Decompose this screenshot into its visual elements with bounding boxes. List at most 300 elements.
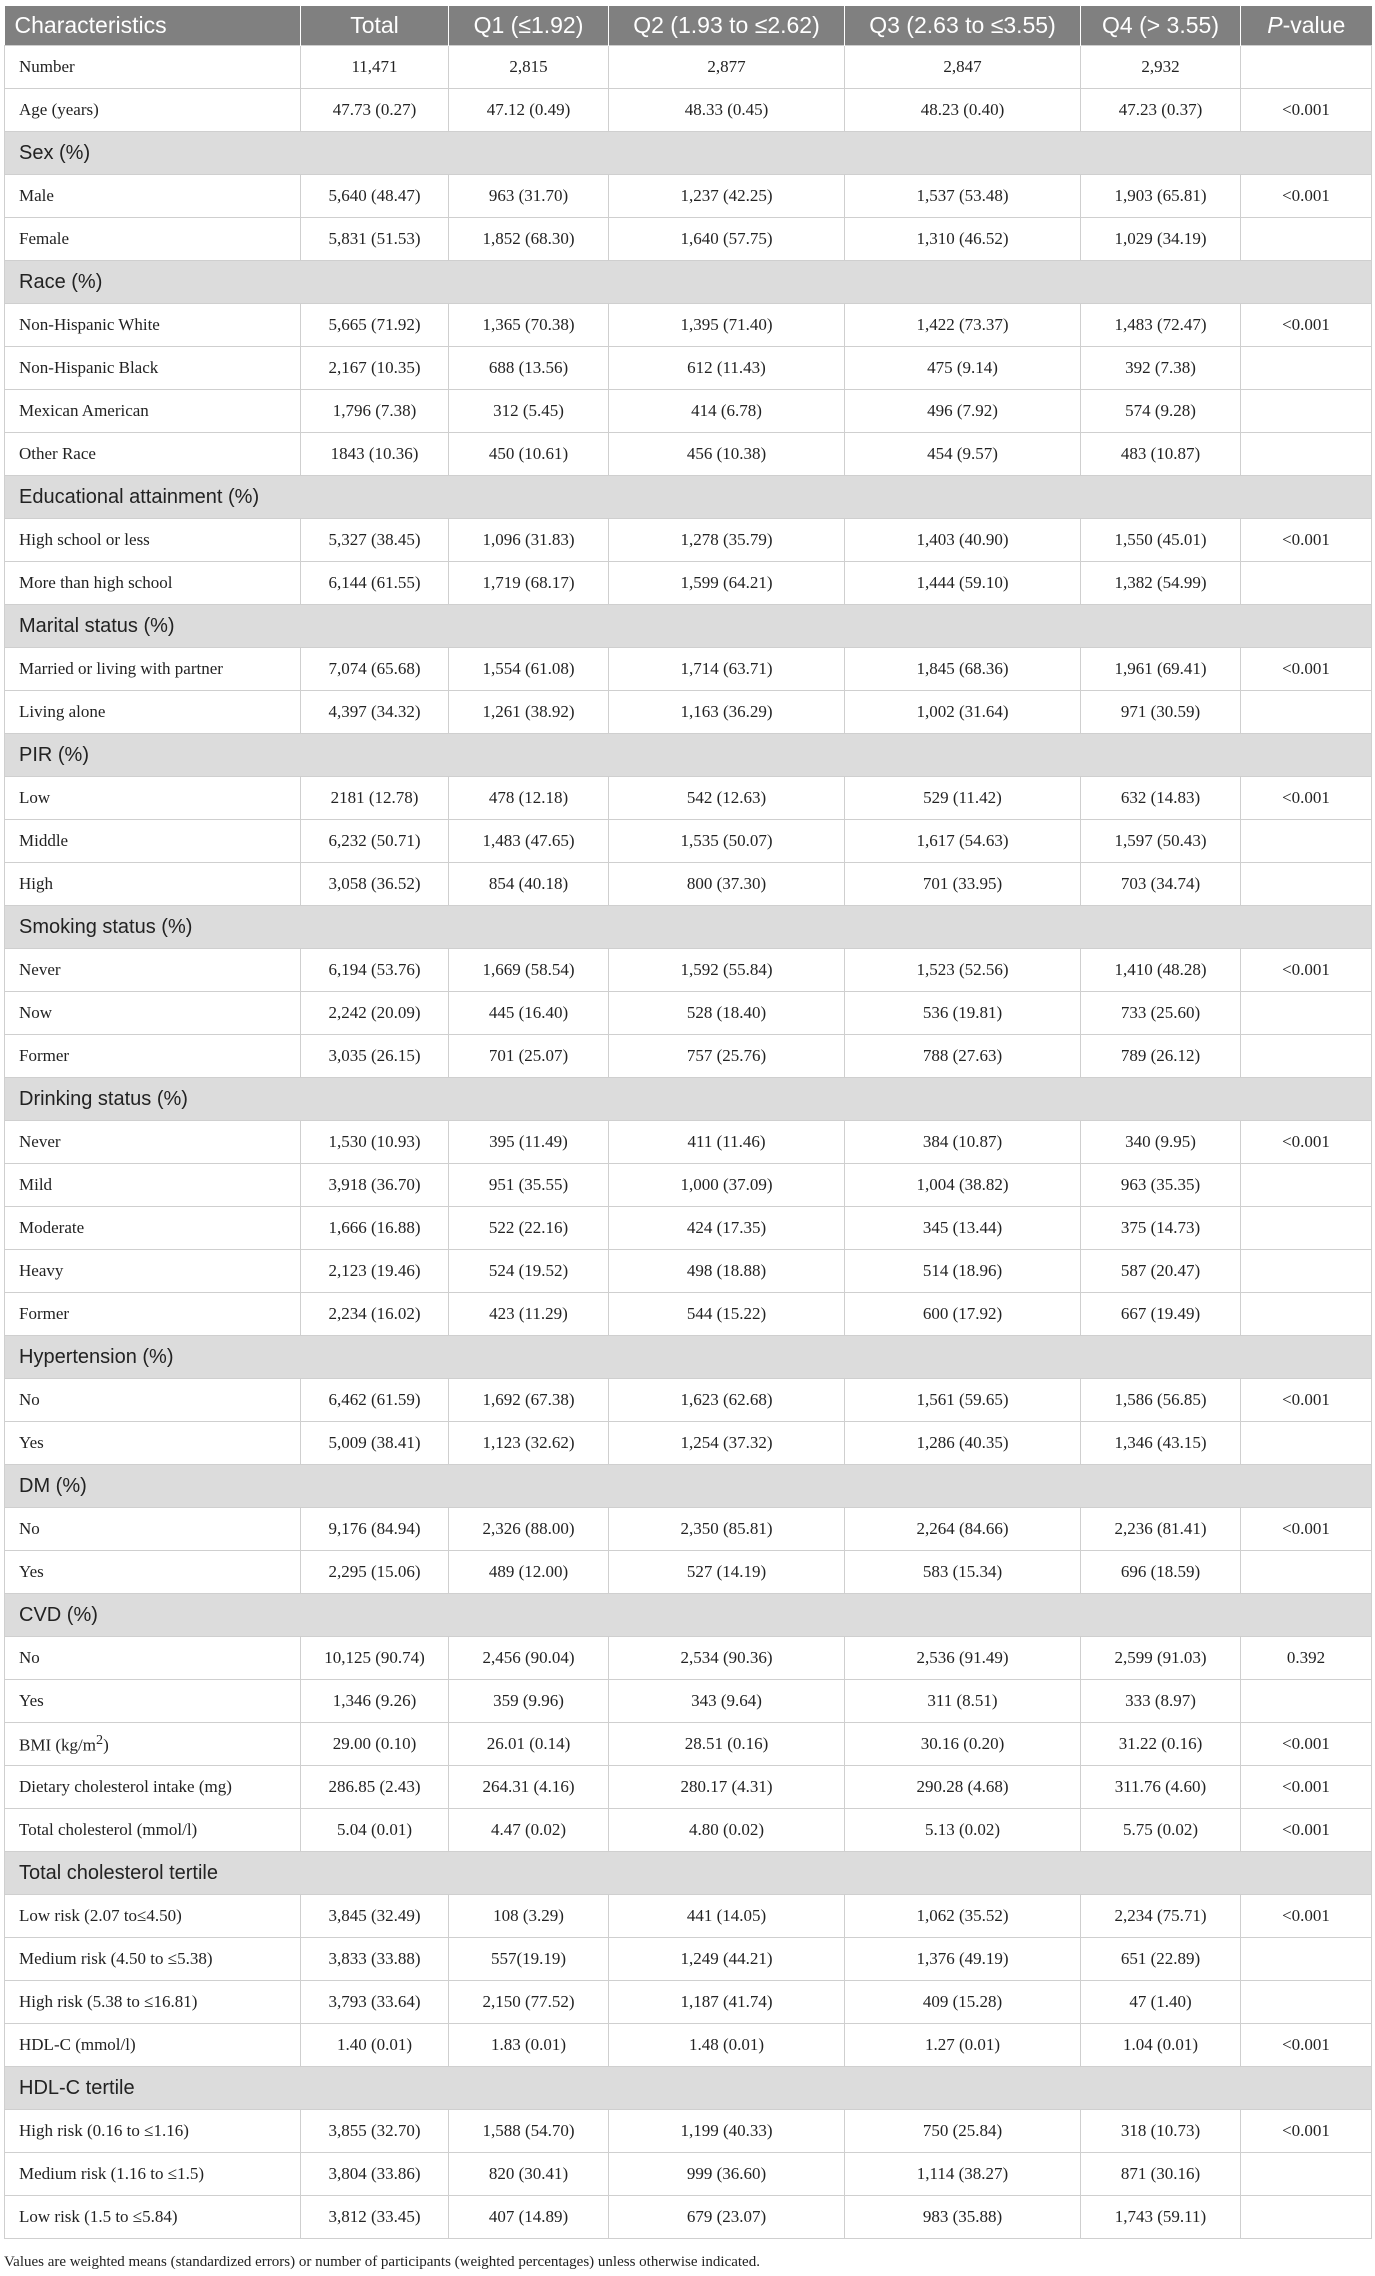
- row-label: Low: [5, 777, 301, 820]
- cell-q4: 375 (14.73): [1081, 1207, 1241, 1250]
- cell-p: [1241, 691, 1372, 734]
- cell-q3: 1,617 (54.63): [845, 820, 1081, 863]
- cell-total: 6,232 (50.71): [301, 820, 449, 863]
- cell-q4: 963 (35.35): [1081, 1164, 1241, 1207]
- table-row: [5, 777, 1372, 820]
- cell-q2: 4.80 (0.02): [609, 1809, 845, 1852]
- cell-p: <0.001: [1241, 2024, 1372, 2067]
- cell-q4: 2,599 (91.03): [1081, 1637, 1241, 1680]
- row-label: No: [5, 1637, 301, 1680]
- section-label: Drinking status (%): [5, 1078, 1372, 1121]
- cell-p: <0.001: [1241, 1723, 1372, 1766]
- cell-q1: 951 (35.55): [449, 1164, 609, 1207]
- cell-q3: 454 (9.57): [845, 433, 1081, 476]
- row-label: HDL-C (mmol/l): [5, 2024, 301, 2067]
- cell-p: <0.001: [1241, 1895, 1372, 1938]
- cell-q2: 544 (15.22): [609, 1293, 845, 1336]
- table-row: [5, 2153, 1372, 2196]
- cell-p: [1241, 218, 1372, 261]
- cell-q3: 1,062 (35.52): [845, 1895, 1081, 1938]
- table-row: [5, 1250, 1372, 1293]
- cell-p: <0.001: [1241, 89, 1372, 132]
- cell-total: 5,009 (38.41): [301, 1422, 449, 1465]
- cell-q4: 1,029 (34.19): [1081, 218, 1241, 261]
- row-label-superscript: 2: [95, 1732, 104, 1749]
- row-label-text: BMI (kg/m: [19, 1735, 96, 1755]
- cell-p: [1241, 992, 1372, 1035]
- cell-total: 3,812 (33.45): [301, 2196, 449, 2239]
- table-row: [5, 1809, 1372, 1852]
- cell-q2: 528 (18.40): [609, 992, 845, 1035]
- cell-q4: 789 (26.12): [1081, 1035, 1241, 1078]
- cell-total: 2,167 (10.35): [301, 347, 449, 390]
- cell-q2: 1,278 (35.79): [609, 519, 845, 562]
- cell-p: [1241, 1981, 1372, 2024]
- header-q4: Q4 (> 3.55): [1081, 6, 1241, 46]
- cell-p: 0.392: [1241, 1637, 1372, 1680]
- table-row: [5, 2024, 1372, 2067]
- section-header-row: [5, 1852, 1372, 1895]
- cell-p: <0.001: [1241, 1809, 1372, 1852]
- cell-total: 2,295 (15.06): [301, 1551, 449, 1594]
- cell-p: [1241, 2153, 1372, 2196]
- cell-q1: 963 (31.70): [449, 175, 609, 218]
- cell-p: <0.001: [1241, 1379, 1372, 1422]
- cell-q4: 483 (10.87): [1081, 433, 1241, 476]
- cell-q3: 1,422 (73.37): [845, 304, 1081, 347]
- row-label: More than high school: [5, 562, 301, 605]
- cell-q4: 318 (10.73): [1081, 2110, 1241, 2153]
- cell-q4: 971 (30.59): [1081, 691, 1241, 734]
- cell-p: <0.001: [1241, 777, 1372, 820]
- cell-q1: 395 (11.49): [449, 1121, 609, 1164]
- cell-q4: 632 (14.83): [1081, 777, 1241, 820]
- table-row: [5, 1895, 1372, 1938]
- row-label: Living alone: [5, 691, 301, 734]
- cell-q3: 1,004 (38.82): [845, 1164, 1081, 1207]
- cell-q2: 999 (36.60): [609, 2153, 845, 2196]
- cell-q3: 496 (7.92): [845, 390, 1081, 433]
- cell-p: [1241, 1551, 1372, 1594]
- section-header-row: [5, 1465, 1372, 1508]
- cell-p: <0.001: [1241, 519, 1372, 562]
- cell-q2: 441 (14.05): [609, 1895, 845, 1938]
- cell-q2: 2,350 (85.81): [609, 1508, 845, 1551]
- cell-q2: 612 (11.43): [609, 347, 845, 390]
- cell-q4: 311.76 (4.60): [1081, 1766, 1241, 1809]
- cell-q1: 1,483 (47.65): [449, 820, 609, 863]
- section-label: CVD (%): [5, 1594, 1372, 1637]
- table-row: [5, 304, 1372, 347]
- section-label: PIR (%): [5, 734, 1372, 777]
- section-label: Smoking status (%): [5, 906, 1372, 949]
- cell-total: 3,845 (32.49): [301, 1895, 449, 1938]
- cell-q1: 4.47 (0.02): [449, 1809, 609, 1852]
- cell-q2: 800 (37.30): [609, 863, 845, 906]
- cell-total: 2181 (12.78): [301, 777, 449, 820]
- cell-q1: 1,123 (32.62): [449, 1422, 609, 1465]
- cell-q4: 871 (30.16): [1081, 2153, 1241, 2196]
- cell-q1: 312 (5.45): [449, 390, 609, 433]
- row-label: High risk (5.38 to ≤16.81): [5, 1981, 301, 2024]
- cell-q1: 108 (3.29): [449, 1895, 609, 1938]
- cell-q4: 1.04 (0.01): [1081, 2024, 1241, 2067]
- cell-q3: 1,403 (40.90): [845, 519, 1081, 562]
- cell-p: [1241, 562, 1372, 605]
- table-footnote: Values are weighted means (standardized errors) or number of participants (weighted percentages) unless otherwise indicated.: [4, 2254, 760, 2270]
- cell-q1: 1,096 (31.83): [449, 519, 609, 562]
- cell-p: <0.001: [1241, 1508, 1372, 1551]
- table-row: [5, 2196, 1372, 2239]
- cell-total: 1,346 (9.26): [301, 1680, 449, 1723]
- cell-q3: 750 (25.84): [845, 2110, 1081, 2153]
- row-label: Non-Hispanic White: [5, 304, 301, 347]
- cell-q2: 1,395 (71.40): [609, 304, 845, 347]
- table-row: [5, 1938, 1372, 1981]
- cell-p: [1241, 390, 1372, 433]
- row-label: Female: [5, 218, 301, 261]
- cell-q3: 1,002 (31.64): [845, 691, 1081, 734]
- cell-q1: 1,261 (38.92): [449, 691, 609, 734]
- cell-q3: 384 (10.87): [845, 1121, 1081, 1164]
- cell-q1: 1,365 (70.38): [449, 304, 609, 347]
- cell-q2: 1,623 (62.68): [609, 1379, 845, 1422]
- cell-q3: 5.13 (0.02): [845, 1809, 1081, 1852]
- cell-q2: 414 (6.78): [609, 390, 845, 433]
- table-row: [5, 175, 1372, 218]
- cell-q2: 1,592 (55.84): [609, 949, 845, 992]
- cell-p: <0.001: [1241, 175, 1372, 218]
- cell-q1: 522 (22.16): [449, 1207, 609, 1250]
- section-header-row: [5, 2067, 1372, 2110]
- cell-q3: 701 (33.95): [845, 863, 1081, 906]
- cell-q2: 1,254 (37.32): [609, 1422, 845, 1465]
- row-label: Dietary cholesterol intake (mg): [5, 1766, 301, 1809]
- row-label: High: [5, 863, 301, 906]
- header-p-italic: P: [1267, 12, 1283, 38]
- cell-q4: 703 (34.74): [1081, 863, 1241, 906]
- cell-total: 10,125 (90.74): [301, 1637, 449, 1680]
- cell-total: 5,831 (51.53): [301, 218, 449, 261]
- cell-q1: 478 (12.18): [449, 777, 609, 820]
- cell-p: [1241, 1938, 1372, 1981]
- row-label: Yes: [5, 1551, 301, 1594]
- cell-q2: 1,640 (57.75): [609, 218, 845, 261]
- section-header-row: [5, 734, 1372, 777]
- cell-q3: 475 (9.14): [845, 347, 1081, 390]
- section-header-row: [5, 132, 1372, 175]
- section-label: HDL-C tertile: [5, 2067, 1372, 2110]
- cell-q2: 343 (9.64): [609, 1680, 845, 1723]
- cell-q4: 1,382 (54.99): [1081, 562, 1241, 605]
- table-row: [5, 562, 1372, 605]
- cell-q3: 311 (8.51): [845, 1680, 1081, 1723]
- cell-p: [1241, 46, 1372, 89]
- cell-q2: 280.17 (4.31): [609, 1766, 845, 1809]
- cell-q3: 1,310 (46.52): [845, 218, 1081, 261]
- row-label-suffix: ): [103, 1735, 109, 1755]
- cell-q2: 411 (11.46): [609, 1121, 845, 1164]
- row-label: Moderate: [5, 1207, 301, 1250]
- cell-q3: 983 (35.88): [845, 2196, 1081, 2239]
- row-label: Non-Hispanic Black: [5, 347, 301, 390]
- section-label: Educational attainment (%): [5, 476, 1372, 519]
- header-q3: Q3 (2.63 to ≤3.55): [845, 6, 1081, 46]
- cell-q1: 854 (40.18): [449, 863, 609, 906]
- cell-total: 2,234 (16.02): [301, 1293, 449, 1336]
- header-row: [5, 6, 1372, 46]
- table-row: [5, 218, 1372, 261]
- cell-p: [1241, 433, 1372, 476]
- table-row: [5, 1293, 1372, 1336]
- cell-q1: 407 (14.89): [449, 2196, 609, 2239]
- section-header-row: [5, 1078, 1372, 1121]
- cell-total: 29.00 (0.10): [301, 1723, 449, 1766]
- cell-q2: 1,714 (63.71): [609, 648, 845, 691]
- cell-q4: 1,410 (48.28): [1081, 949, 1241, 992]
- cell-q3: 529 (11.42): [845, 777, 1081, 820]
- cell-p: [1241, 1293, 1372, 1336]
- cell-q3: 536 (19.81): [845, 992, 1081, 1035]
- table-row: [5, 820, 1372, 863]
- cell-q4: 1,586 (56.85): [1081, 1379, 1241, 1422]
- section-label: DM (%): [5, 1465, 1372, 1508]
- table-row: [5, 390, 1372, 433]
- cell-q4: 667 (19.49): [1081, 1293, 1241, 1336]
- cell-total: 4,397 (34.32): [301, 691, 449, 734]
- cell-q1: 688 (13.56): [449, 347, 609, 390]
- header-p-suffix: -value: [1282, 12, 1346, 38]
- table-row: [5, 2110, 1372, 2153]
- section-header-row: [5, 605, 1372, 648]
- cell-q2: 1,599 (64.21): [609, 562, 845, 605]
- table-row: [5, 1680, 1372, 1723]
- cell-q3: 788 (27.63): [845, 1035, 1081, 1078]
- table-row: [5, 1035, 1372, 1078]
- cell-p: [1241, 1250, 1372, 1293]
- cell-q3: 345 (13.44): [845, 1207, 1081, 1250]
- cell-q4: 1,903 (65.81): [1081, 175, 1241, 218]
- table-row: [5, 691, 1372, 734]
- row-label: Yes: [5, 1422, 301, 1465]
- section-header-row: [5, 1594, 1372, 1637]
- cell-q3: 583 (15.34): [845, 1551, 1081, 1594]
- cell-p: [1241, 820, 1372, 863]
- table-row: [5, 1121, 1372, 1164]
- row-label: Mild: [5, 1164, 301, 1207]
- table-row: [5, 1422, 1372, 1465]
- cell-q2: 28.51 (0.16): [609, 1723, 845, 1766]
- row-label: Medium risk (1.16 to ≤1.5): [5, 2153, 301, 2196]
- row-label: High risk (0.16 to ≤1.16): [5, 2110, 301, 2153]
- cell-total: 3,793 (33.64): [301, 1981, 449, 2024]
- cell-q3: 30.16 (0.20): [845, 1723, 1081, 1766]
- cell-q2: 1,535 (50.07): [609, 820, 845, 863]
- cell-q1: 1.83 (0.01): [449, 2024, 609, 2067]
- row-label: Now: [5, 992, 301, 1035]
- table-row: [5, 1551, 1372, 1594]
- cell-q3: 1,845 (68.36): [845, 648, 1081, 691]
- table-row: [5, 347, 1372, 390]
- cell-total: 5.04 (0.01): [301, 1809, 449, 1852]
- table-row: [5, 1981, 1372, 2024]
- section-header-row: [5, 906, 1372, 949]
- cell-total: 7,074 (65.68): [301, 648, 449, 691]
- header-characteristics: Characteristics: [5, 6, 301, 46]
- cell-total: 1,796 (7.38): [301, 390, 449, 433]
- cell-p: [1241, 1422, 1372, 1465]
- cell-q4: 1,743 (59.11): [1081, 2196, 1241, 2239]
- cell-q4: 651 (22.89): [1081, 1938, 1241, 1981]
- table-header: [5, 6, 1372, 46]
- cell-q1: 47.12 (0.49): [449, 89, 609, 132]
- cell-total: 6,462 (61.59): [301, 1379, 449, 1422]
- table-row: [5, 1207, 1372, 1250]
- row-label: Low risk (2.07 to≤4.50): [5, 1895, 301, 1938]
- section-label: Hypertension (%): [5, 1336, 1372, 1379]
- section-header-row: [5, 261, 1372, 304]
- row-label: Number: [5, 46, 301, 89]
- header-q2: Q2 (1.93 to ≤2.62): [609, 6, 845, 46]
- cell-p: <0.001: [1241, 949, 1372, 992]
- cell-q3: 1,444 (59.10): [845, 562, 1081, 605]
- cell-q3: 1,114 (38.27): [845, 2153, 1081, 2196]
- cell-q2: 1.48 (0.01): [609, 2024, 845, 2067]
- cell-q4: 587 (20.47): [1081, 1250, 1241, 1293]
- cell-q1: 1,669 (58.54): [449, 949, 609, 992]
- cell-q2: 1,199 (40.33): [609, 2110, 845, 2153]
- cell-q2: 498 (18.88): [609, 1250, 845, 1293]
- cell-total: 1.40 (0.01): [301, 2024, 449, 2067]
- table-row: [5, 992, 1372, 1035]
- cell-q1: 450 (10.61): [449, 433, 609, 476]
- cell-q2: 456 (10.38): [609, 433, 845, 476]
- cell-q1: 557(19.19): [449, 1938, 609, 1981]
- cell-q3: 600 (17.92): [845, 1293, 1081, 1336]
- cell-total: 11,471: [301, 46, 449, 89]
- row-label: Former: [5, 1293, 301, 1336]
- cell-total: 47.73 (0.27): [301, 89, 449, 132]
- cell-q2: 1,237 (42.25): [609, 175, 845, 218]
- cell-q2: 757 (25.76): [609, 1035, 845, 1078]
- cell-q4: 1,597 (50.43): [1081, 820, 1241, 863]
- cell-p: [1241, 1164, 1372, 1207]
- cell-q4: 2,236 (81.41): [1081, 1508, 1241, 1551]
- cell-q4: 1,961 (69.41): [1081, 648, 1241, 691]
- cell-q3: 48.23 (0.40): [845, 89, 1081, 132]
- cell-q3: 409 (15.28): [845, 1981, 1081, 2024]
- row-label: Age (years): [5, 89, 301, 132]
- row-label: Former: [5, 1035, 301, 1078]
- cell-total: 3,058 (36.52): [301, 863, 449, 906]
- cell-q3: 2,264 (84.66): [845, 1508, 1081, 1551]
- cell-q4: 333 (8.97): [1081, 1680, 1241, 1723]
- row-label: Low risk (1.5 to ≤5.84): [5, 2196, 301, 2239]
- cell-total: 6,144 (61.55): [301, 562, 449, 605]
- cell-q2: 679 (23.07): [609, 2196, 845, 2239]
- cell-p: <0.001: [1241, 648, 1372, 691]
- row-label: Total cholesterol (mmol/l): [5, 1809, 301, 1852]
- cell-q1: 359 (9.96): [449, 1680, 609, 1723]
- cell-total: 1,530 (10.93): [301, 1121, 449, 1164]
- cell-q3: 290.28 (4.68): [845, 1766, 1081, 1809]
- cell-total: 3,804 (33.86): [301, 2153, 449, 2196]
- cell-p: [1241, 1680, 1372, 1723]
- table-row: [5, 949, 1372, 992]
- cell-total: 3,035 (26.15): [301, 1035, 449, 1078]
- cell-q2: 424 (17.35): [609, 1207, 845, 1250]
- cell-q4: 1,346 (43.15): [1081, 1422, 1241, 1465]
- row-label: [5, 1723, 301, 1766]
- table-body: [5, 46, 1372, 2239]
- table-row: [5, 1723, 1372, 1766]
- cell-p: [1241, 1207, 1372, 1250]
- cell-q4: 47 (1.40): [1081, 1981, 1241, 2024]
- cell-p: <0.001: [1241, 2110, 1372, 2153]
- table-row: [5, 1766, 1372, 1809]
- row-label: High school or less: [5, 519, 301, 562]
- cell-q1: 445 (16.40): [449, 992, 609, 1035]
- cell-q1: 2,150 (77.52): [449, 1981, 609, 2024]
- cell-q1: 489 (12.00): [449, 1551, 609, 1594]
- row-label: Never: [5, 949, 301, 992]
- cell-q1: 423 (11.29): [449, 1293, 609, 1336]
- cell-total: 3,855 (32.70): [301, 2110, 449, 2153]
- cell-p: [1241, 347, 1372, 390]
- cell-q1: 1,719 (68.17): [449, 562, 609, 605]
- cell-q4: 574 (9.28): [1081, 390, 1241, 433]
- cell-q4: 31.22 (0.16): [1081, 1723, 1241, 1766]
- cell-q3: 1,523 (52.56): [845, 949, 1081, 992]
- section-label: Total cholesterol tertile: [5, 1852, 1372, 1895]
- cell-p: <0.001: [1241, 1121, 1372, 1164]
- section-header-row: [5, 476, 1372, 519]
- row-label: Middle: [5, 820, 301, 863]
- row-label: Yes: [5, 1680, 301, 1723]
- cell-q3: 1,561 (59.65): [845, 1379, 1081, 1422]
- cell-q2: 1,187 (41.74): [609, 1981, 845, 2024]
- cell-q4: 392 (7.38): [1081, 347, 1241, 390]
- cell-q4: 340 (9.95): [1081, 1121, 1241, 1164]
- cell-total: 2,123 (19.46): [301, 1250, 449, 1293]
- cell-total: 2,242 (20.09): [301, 992, 449, 1035]
- cell-total: 3,918 (36.70): [301, 1164, 449, 1207]
- table-row: [5, 1164, 1372, 1207]
- section-label: Marital status (%): [5, 605, 1372, 648]
- cell-q4: 1,550 (45.01): [1081, 519, 1241, 562]
- cell-q2: 1,000 (37.09): [609, 1164, 845, 1207]
- section-label: Race (%): [5, 261, 1372, 304]
- cell-q4: 47.23 (0.37): [1081, 89, 1241, 132]
- cell-q1: 1,554 (61.08): [449, 648, 609, 691]
- row-label: Married or living with partner: [5, 648, 301, 691]
- cell-total: 1843 (10.36): [301, 433, 449, 476]
- cell-q4: 733 (25.60): [1081, 992, 1241, 1035]
- cell-q2: 1,249 (44.21): [609, 1938, 845, 1981]
- cell-q3: 1,286 (40.35): [845, 1422, 1081, 1465]
- cell-q1: 2,326 (88.00): [449, 1508, 609, 1551]
- cell-q1: 701 (25.07): [449, 1035, 609, 1078]
- cell-q4: 1,483 (72.47): [1081, 304, 1241, 347]
- cell-q2: 1,163 (36.29): [609, 691, 845, 734]
- row-label: Other Race: [5, 433, 301, 476]
- cell-q1: 1,852 (68.30): [449, 218, 609, 261]
- table-row: [5, 519, 1372, 562]
- cell-q3: 2,536 (91.49): [845, 1637, 1081, 1680]
- table-row: [5, 648, 1372, 691]
- row-label: Male: [5, 175, 301, 218]
- cell-total: 286.85 (2.43): [301, 1766, 449, 1809]
